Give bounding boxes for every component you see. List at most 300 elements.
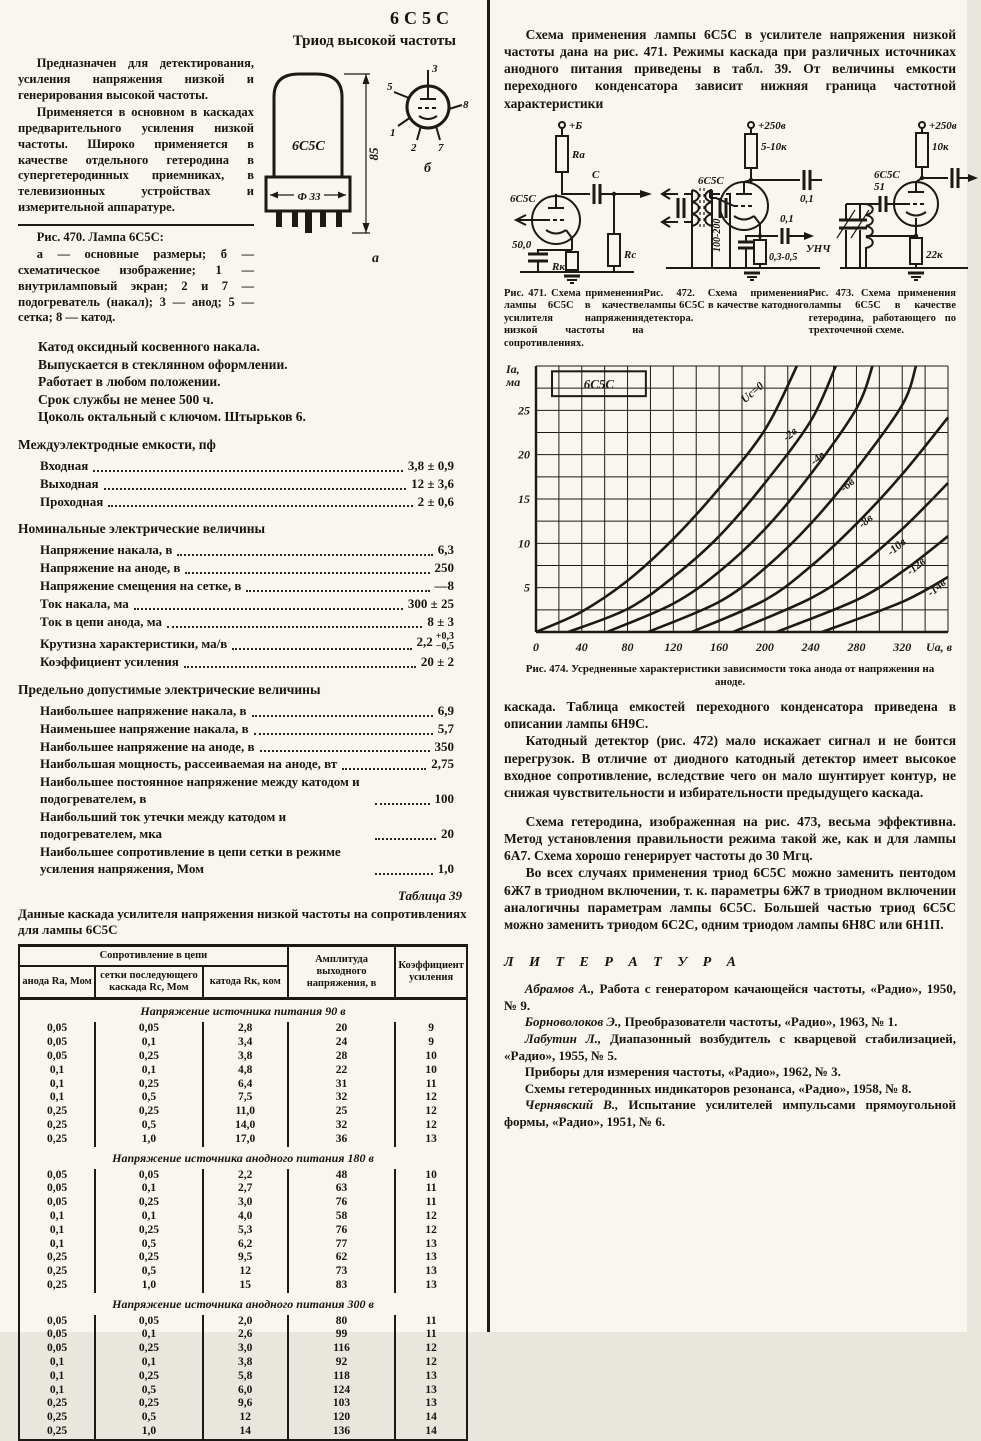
circuit-472-cathode-detector <box>654 118 836 286</box>
tolerance-plus: +0,3 <box>435 630 454 642</box>
spec-section-title: Номинальные электрические величины <box>18 521 266 537</box>
table-cell: 76 <box>288 1224 396 1238</box>
grid-leak-resistor <box>608 234 620 266</box>
table-cell: 11 <box>395 1315 467 1329</box>
table-cell: 10 <box>395 1064 467 1078</box>
table-cell: 12 <box>203 1411 288 1425</box>
literature-list <box>504 981 956 1131</box>
table-cell: 17,0 <box>203 1133 288 1147</box>
spec-value: 250 <box>434 560 454 576</box>
fig472-caption: Рис. 472. Схема применения лампы 6С5С в качестве катодного детектора. <box>643 287 809 324</box>
table-cell: 0,05 <box>47 1022 68 1035</box>
table-cell: 2,7 <box>203 1182 288 1196</box>
output-cap-label: 0,1 <box>800 192 814 205</box>
dot-leader <box>185 572 429 574</box>
table-cell: 0,1 <box>49 1091 65 1104</box>
table-row <box>19 1050 467 1064</box>
literature-author: Абрамов А., <box>524 981 595 996</box>
table-row <box>19 1328 467 1342</box>
table-cell: 0,1 <box>49 1369 65 1382</box>
table-cell: 32 <box>288 1091 396 1105</box>
pin-number: 8 <box>463 99 469 111</box>
table-cell: 13 <box>395 1370 467 1384</box>
table-cell: 12 <box>395 1224 467 1238</box>
tolerance-stack <box>436 632 454 653</box>
diameter-dim-label: Ф 33 <box>297 191 321 203</box>
spec-row <box>18 721 468 738</box>
chart-y-tick-labels <box>505 362 530 595</box>
table-row <box>19 1078 467 1092</box>
table-cell: 11 <box>395 1078 467 1092</box>
pin-number: 7 <box>438 142 444 154</box>
table-section-row <box>19 999 467 1023</box>
table-cell: 11,0 <box>203 1105 288 1119</box>
table-row <box>19 1210 467 1224</box>
table-row <box>19 1370 467 1384</box>
series-label: -8в <box>856 511 876 531</box>
fig470-part-b-label: б <box>424 161 431 176</box>
spec-row <box>18 844 468 878</box>
chart-x-tick-labels <box>533 640 953 654</box>
table-cell: 0,5 <box>95 1384 203 1398</box>
table-row <box>19 1384 467 1398</box>
cascade-table-body <box>19 999 467 1440</box>
table-title: Данные каскада усилителя напряжения низкой частоты на сопротивлениях для лампы 6С5С <box>18 905 467 937</box>
table-reference: Таблица 39 <box>397 887 462 903</box>
dot-leader <box>342 768 426 770</box>
svg-text:20: 20 <box>518 447 530 462</box>
table-cell: 0,1 <box>49 1356 65 1369</box>
table-row <box>19 1119 467 1133</box>
tank-cap-label: 100-200 <box>712 218 723 252</box>
tube-outline-drawing <box>254 62 386 270</box>
table-cell: 0,05 <box>47 1328 68 1341</box>
pinout-pin5-lead <box>394 92 409 98</box>
spec-section-title: Предельно допустимые электрические величины <box>18 681 321 697</box>
spec-row <box>18 476 468 493</box>
table-cell: 32 <box>288 1119 396 1133</box>
literature-item: Борноволоков Э., Преобразователи частоты, «Радио», 1963, № 1. <box>524 1014 898 1030</box>
cathode-resistor-label: 22к <box>926 248 943 261</box>
table-cell: 10 <box>395 1050 467 1064</box>
circuit-473-oscillator <box>836 118 981 286</box>
literature-author: Борноволоков Э., <box>524 1014 622 1030</box>
fig470-drawing <box>254 56 468 328</box>
intro-paragraph: Предназначен для детектирования, усиления напряжения низкой и генерирования высокой частоты. <box>18 56 254 102</box>
spec-value: 20 <box>441 825 454 841</box>
spec-label: Напряжение накала, в <box>40 542 173 558</box>
dot-leader <box>246 590 429 592</box>
table-cell: 14 <box>395 1425 467 1440</box>
page-title: 6С5С <box>390 8 454 28</box>
dot-leader <box>252 715 433 717</box>
table-cell: 13 <box>395 1251 467 1265</box>
anode-resistor <box>556 136 568 172</box>
spec-row <box>18 654 468 671</box>
spec-label: Выходная <box>40 475 99 491</box>
spec-value: 2,75 <box>431 756 454 772</box>
table-row <box>19 1091 467 1105</box>
table-cell: 0,25 <box>47 1397 68 1410</box>
svg-text:Iа,: Iа, <box>506 361 520 376</box>
table-cell: 58 <box>288 1210 396 1224</box>
svg-text:ма: ма <box>506 374 521 389</box>
feature-line: Работает в любом положении. <box>38 374 221 390</box>
table-cell: 116 <box>288 1342 396 1356</box>
table-cell: 0,1 <box>49 1063 65 1076</box>
supply-terminal <box>559 122 565 128</box>
svg-text:Uа, в: Uа, в <box>925 639 952 654</box>
spec-label: Наибольший ток утечки между катодом и подогревателем, мка <box>40 809 287 841</box>
literature-item: Абрамов А., Работа с генератором качающейся частоты, «Радио», 1950, № 9. <box>504 981 956 1013</box>
spec-label: Ток в цепи анода, ма <box>40 613 163 629</box>
spec-label: Коэффициент усиления <box>40 653 179 669</box>
table-cell: 0,05 <box>95 1022 203 1036</box>
pin-number: 3 <box>432 63 438 75</box>
table-section-row <box>19 1147 467 1169</box>
body-paragraph: Катодный детектор (рис. 472) мало искажает сигнал и не боится перегрузок. В отличие от диодного катодный детектор имеет высокое входное сопротивление, вследствие чего он мало шунтирует контур, не снижая чувствительности и избирательности предыдущего каскада. <box>504 733 956 800</box>
table-cell: 0,25 <box>95 1251 203 1265</box>
svg-text:5: 5 <box>524 580 530 595</box>
table-cell: 3,8 <box>203 1356 288 1370</box>
table-cell: 0,05 <box>95 1315 203 1329</box>
spec-section-title: Междуэлектродные емкости, пф <box>18 436 216 452</box>
spec-row <box>18 756 468 773</box>
cathode-resistor <box>754 240 766 264</box>
table-row <box>19 1169 467 1183</box>
dot-leader <box>167 626 422 628</box>
table-cell: 11 <box>395 1182 467 1196</box>
table-cell: 12 <box>395 1091 467 1105</box>
body-paragraph: каскада. Таблица емкостей переходного конденсатора приведена в описании лампы 6Н9С. <box>504 699 956 732</box>
table-cell: 124 <box>288 1384 396 1398</box>
cathode-resistor <box>566 252 578 270</box>
dot-leader <box>108 505 412 507</box>
svg-text:0: 0 <box>533 639 539 654</box>
spec-label: Наибольшее сопротивление в цепи сетки в режиме усиления напряжения, Мом <box>40 843 341 876</box>
table-cell: 15 <box>203 1279 288 1293</box>
table-cell: 9,5 <box>203 1251 288 1265</box>
table-cell: 0,25 <box>95 1397 203 1411</box>
svg-text:120: 120 <box>664 639 683 654</box>
feature-line: Катод оксидный косвенного накала. <box>38 339 260 354</box>
cathode-cap-label: 50,0 <box>512 238 532 251</box>
table-cell: 0,25 <box>95 1224 203 1238</box>
series-curve <box>822 577 948 632</box>
spec-label: Напряжение на аноде, в <box>40 560 181 576</box>
cathode <box>734 216 754 220</box>
body-paragraph: Схема гетеродина, изображенная на рис. 473, весьма эффективна. Метод установления правильности режима такой же, как и для лампы 6А7. Схема хорошо генерирует частоты до 30 Мгц. <box>504 814 956 864</box>
table-cell: 9 <box>395 1022 467 1036</box>
fig474-caption: Рис. 474. Усредненные характеристики зависимости тока анода от напряжения на аноде. <box>525 662 935 689</box>
spec-value: 1,0 <box>437 860 454 876</box>
table-cell: 73 <box>288 1265 396 1279</box>
table-cell: 3,0 <box>203 1196 288 1210</box>
literature-item: Чернявский В., Испытание усилителей импульсами прямоугольной формы, «Радио», 1951, № 6. <box>504 1097 956 1129</box>
series-label: -4в <box>808 448 828 468</box>
table-cell: 0,05 <box>95 1169 203 1183</box>
table-cell: 0,5 <box>95 1238 203 1252</box>
table-column-header: катода Rк, ком <box>203 966 288 999</box>
table-cell: 12 <box>395 1342 467 1356</box>
tube-label: 6С5С <box>698 174 724 187</box>
table-cell: 14 <box>395 1411 467 1425</box>
table-cell: 2,6 <box>203 1328 288 1342</box>
table-cell: 0,25 <box>95 1078 203 1092</box>
spec-label: Входная <box>40 457 89 473</box>
series-label: -12в <box>904 555 929 578</box>
table-row <box>19 1251 467 1265</box>
tube-pin <box>276 211 282 227</box>
dim-arrowhead <box>270 192 278 199</box>
pinout-cathode <box>419 116 437 119</box>
tube-pin <box>292 211 298 227</box>
circuit-diagrams-row <box>504 118 956 286</box>
spec-sections <box>18 437 468 878</box>
table-row <box>19 1224 467 1238</box>
table-column-header: Коэффициент усиления <box>395 946 467 999</box>
supply-label: +250в <box>929 119 957 132</box>
spec-row <box>18 560 468 577</box>
spec-row <box>18 458 468 475</box>
right-column <box>504 0 956 1131</box>
series-label: Uс=0 <box>738 379 767 406</box>
table-column-header: Амплитуда выходного напряжения, в <box>288 946 396 999</box>
literature-item: Приборы для измерения частоты, «Радио», 1962, № 3. <box>524 1064 841 1080</box>
body-paragraph: Во всех случаях применения триод 6С5С можно заменить пентодом 6Ж7 в триодном включении, т. к. параметры 6Ж7 в триодном включении аналогичны параметрам лампы 6С5С. Большей частью триод 6С5С можно заменить триодом 6С2С, одним триодом лампы 6Н8С или 6Н1П. <box>504 865 956 932</box>
table-cell: 0,05 <box>47 1036 68 1049</box>
spec-value: 350 <box>434 738 454 754</box>
table-cell: 3,8 <box>203 1050 288 1064</box>
table-cell: 0,25 <box>95 1370 203 1384</box>
spec-value: 5,7 <box>437 720 454 736</box>
tube-key-pin <box>305 211 312 233</box>
supply-label: +250в <box>758 119 786 132</box>
tube-pin <box>320 211 326 227</box>
table-cell: 0,05 <box>47 1168 68 1181</box>
svg-text:80: 80 <box>621 639 634 654</box>
series-label: -6в <box>838 475 858 495</box>
table-row <box>19 1064 467 1078</box>
svg-text:240: 240 <box>801 639 820 654</box>
circuit-471-rc-amplifier <box>504 118 654 286</box>
table-cell: 31 <box>288 1078 396 1092</box>
table-cell: 5,3 <box>203 1224 288 1238</box>
table-cell: 77 <box>288 1238 396 1252</box>
dot-leader <box>104 488 407 490</box>
tube-label: 6С5С <box>874 168 900 181</box>
table-cell: 0,25 <box>47 1132 68 1145</box>
literature-author: Лабутин Л., <box>524 1030 602 1046</box>
left-column <box>18 0 468 1441</box>
table-cell: 12 <box>395 1356 467 1370</box>
table-row <box>19 1356 467 1370</box>
dot-leader <box>93 470 403 472</box>
table-cell: 9,6 <box>203 1397 288 1411</box>
spec-label: Наибольшее постоянное напряжение между катодом и подогревателем, в <box>40 774 360 807</box>
grid-leak-label: Rс <box>624 248 637 261</box>
spec-value: 2 ± 0,6 <box>417 493 454 509</box>
spec-value: 20 ± 2 <box>420 653 454 669</box>
table-cell: 0,25 <box>47 1251 68 1264</box>
table-cell: 0,1 <box>49 1077 65 1090</box>
spec-label: Напряжение смещения на сетке, в <box>40 578 242 594</box>
pinout-pin7-lead <box>436 126 440 140</box>
series-label: -14в <box>925 576 949 599</box>
supply-label: +Б <box>569 119 583 132</box>
spec-value <box>417 632 454 653</box>
circuit-captions-row <box>504 288 956 351</box>
table-cell: 0,05 <box>47 1314 68 1327</box>
table-row <box>19 1411 467 1425</box>
spec-label: Ток накала, ма <box>40 596 129 612</box>
dot-leader <box>375 838 436 840</box>
cathode <box>546 230 566 234</box>
table-cell: 24 <box>288 1036 396 1050</box>
table-row <box>19 1196 467 1210</box>
pinout-pin8-lead <box>449 105 462 109</box>
anode-resistor <box>745 134 757 168</box>
wire <box>692 226 730 268</box>
spec-value: 12 ± 3,6 <box>411 475 454 491</box>
table-cell: 12 <box>395 1105 467 1119</box>
features-list <box>18 338 468 426</box>
fig471-caption: Рис. 471. Схема применения лампы 6С5С в качестве усилителя напряжения низкой частоты на сопротивлениях. <box>504 287 644 350</box>
dot-leader <box>260 750 430 752</box>
table-cell: 10 <box>395 1169 467 1183</box>
dot-leader <box>184 666 416 668</box>
pin-number: 1 <box>390 127 396 139</box>
spec-value: 6,3 <box>437 542 454 558</box>
table-cell: 13 <box>395 1384 467 1398</box>
table-cell: 0,1 <box>95 1328 203 1342</box>
intro-paragraph: Применяется в основном в каскадах предварительного усиления низкой частоты. Широко применяется в качестве отдельного гетеродина в супергетеродинных приемниках, в телевизионных устройствах и измерительной аппаратуре. <box>18 105 254 214</box>
tube-label: 6С5С <box>292 139 325 154</box>
table-row <box>19 1315 467 1329</box>
table-cell: 12 <box>395 1119 467 1133</box>
table-cell: 14 <box>203 1425 288 1440</box>
literature-item: Схемы гетеродинных индикаторов резонанса, «Радио», 1958, № 8. <box>524 1080 912 1096</box>
table-cell: 63 <box>288 1182 396 1196</box>
table-cell: 92 <box>288 1356 396 1370</box>
tube-pinout-diagram <box>386 62 468 270</box>
supply-terminal <box>748 122 754 128</box>
table-section-header: Напряжение источника анодного питания 300 в <box>112 1296 374 1311</box>
table-cell: 12 <box>395 1210 467 1224</box>
table-cell: 13 <box>395 1397 467 1411</box>
table-cell: 99 <box>288 1328 396 1342</box>
cathode-resistor-label: 0,3-0,5 <box>769 251 798 263</box>
table-cell: 22 <box>288 1064 396 1078</box>
tolerance-minus: −0,5 <box>435 641 454 653</box>
cathode <box>906 212 926 216</box>
table-group-header: Сопротивление в цепи <box>19 946 288 967</box>
table-cell: 0,1 <box>49 1237 65 1250</box>
chart-grid <box>536 366 948 632</box>
table-cell: 0,5 <box>95 1411 203 1425</box>
table-cell: 4,0 <box>203 1210 288 1224</box>
cathode-resistor-label: Rк <box>552 260 565 273</box>
table-cell: 0,1 <box>95 1356 203 1370</box>
anode-resistor-label: 5-10к <box>761 140 787 153</box>
svg-text:10: 10 <box>518 536 530 551</box>
table-cell: 7,5 <box>203 1091 288 1105</box>
chart-block <box>504 361 956 659</box>
dot-leader <box>134 608 403 610</box>
table-cell: 0,05 <box>47 1342 68 1355</box>
table-cell: 0,05 <box>47 1049 68 1062</box>
body-paragraph: Схема применения лампы 6С5С в усилителе напряжения низкой частоты дана на рис. 471. Режимы каскада при различных источниках анодного питания приведены в табл. 39. От величины емкости переходного конденсатора зависит нижняя граница частотной характеристики <box>504 27 956 111</box>
page-subtitle: Триод высокой частоты <box>292 33 456 49</box>
table-cell: 0,25 <box>95 1196 203 1210</box>
table-cell: 0,25 <box>47 1425 68 1438</box>
output-arrow <box>640 190 652 198</box>
svg-text:280: 280 <box>847 639 866 654</box>
spec-row <box>18 632 468 653</box>
tube-pin <box>336 211 342 227</box>
series-label: -2в <box>780 424 800 444</box>
fig470-part-a-label: а <box>372 251 379 266</box>
table-row <box>19 1238 467 1252</box>
dot-leader <box>375 803 430 805</box>
column-divider-rule <box>487 0 490 1332</box>
primary-coil <box>692 190 699 226</box>
fig470-caption-title: Рис. 470. Лампа 6С5С: <box>36 229 164 244</box>
table-cell: 1,0 <box>95 1133 203 1147</box>
anode-chart <box>504 361 956 659</box>
spec-label: Наибольшее напряжение накала, в <box>40 702 247 718</box>
table-cell: 0,25 <box>47 1265 68 1278</box>
literature-author: Чернявский В., <box>524 1097 619 1113</box>
table-section-row <box>19 1293 467 1315</box>
grid-cap-label: 51 <box>874 180 885 193</box>
table-cell: 0,1 <box>49 1209 65 1222</box>
fig473-caption: Рис. 473. Схема применения лампы 6С5С в качестве гетеродина, работающего по трехточечной схеме. <box>808 287 956 337</box>
table-cell: 0,5 <box>95 1119 203 1133</box>
dot-leader <box>254 733 433 735</box>
spec-value: 300 ± 25 <box>407 596 454 612</box>
af-output-label: УНЧ <box>806 242 831 255</box>
table-cell: 0,1 <box>95 1210 203 1224</box>
svg-text:6С5С: 6С5С <box>583 376 615 392</box>
table-cell: 80 <box>288 1315 396 1329</box>
cathode-resistor <box>910 238 922 264</box>
fig470-caption <box>18 224 254 327</box>
svg-text:320: 320 <box>893 639 912 654</box>
table-cell: 11 <box>395 1328 467 1342</box>
spec-value: 100 <box>434 791 454 807</box>
table-cell: 0,05 <box>47 1182 68 1195</box>
table-row <box>19 1279 467 1293</box>
table-cell: 4,8 <box>203 1064 288 1078</box>
intro-figure-block <box>18 56 468 328</box>
svg-text:15: 15 <box>518 491 530 506</box>
spec-value: 3,8 ± 0,9 <box>407 457 454 473</box>
cascade-data-table <box>18 944 468 1441</box>
table-cell: 136 <box>288 1425 396 1440</box>
table-cell: 9 <box>395 1036 467 1050</box>
svg-text:25: 25 <box>518 403 530 418</box>
spec-label: Крутизна характеристики, ма/в <box>40 635 228 651</box>
spec-row <box>18 809 468 843</box>
pinout-pin1-lead <box>398 117 411 126</box>
table-cell: 28 <box>288 1050 396 1064</box>
table-cell: 13 <box>395 1238 467 1252</box>
af-cap-label: 0,1 <box>780 212 794 225</box>
svg-text:40: 40 <box>575 639 588 654</box>
anode-resistor-label: 10к <box>932 140 949 153</box>
table-cell: 2,8 <box>203 1022 288 1036</box>
